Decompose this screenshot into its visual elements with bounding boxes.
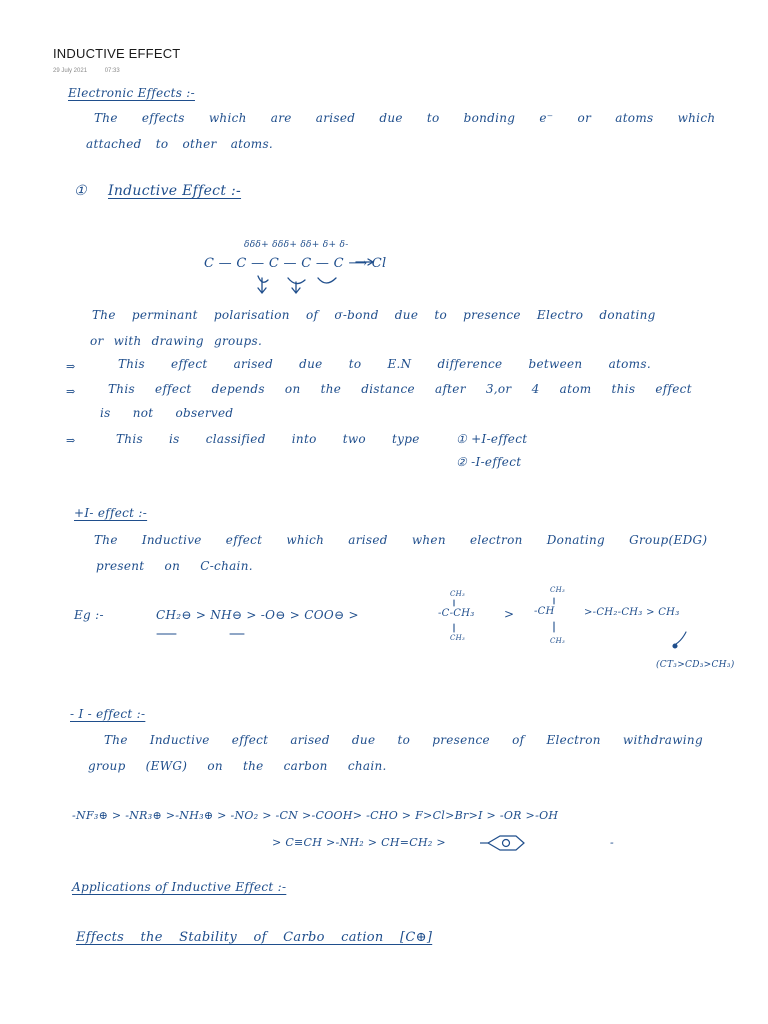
plus-i-line: The Inductive effect which arised when electron Donating Group(EDG) bbox=[94, 533, 708, 547]
application-line: Effects the Stability of Carbo cation [C⊕] bbox=[76, 930, 433, 945]
heading-minus-i-effect: - I - effect :- bbox=[70, 707, 146, 721]
note-line: attached to other atoms. bbox=[86, 137, 274, 151]
diagram-partial-charges: δδδ+ δδδ+ δδ+ δ+ δ- bbox=[244, 240, 349, 250]
effect-type-minus: ② -I-effect bbox=[456, 455, 522, 469]
definition-line: or with drawing groups. bbox=[90, 334, 263, 348]
isopropyl-bottom: CH₃ bbox=[550, 637, 566, 645]
ewg-series-line: > C≡CH >-NH₂ > CH=CH₂ > bbox=[272, 836, 446, 849]
page-time: 07:33 bbox=[104, 68, 120, 74]
tert-butyl-top: CH₃ bbox=[450, 590, 466, 598]
page-timestamp bbox=[53, 68, 136, 74]
stray-mark: - bbox=[610, 836, 615, 849]
isotope-order: (CT₃>CD₃>CH₃) bbox=[656, 660, 735, 670]
bullet-text: This effect arised due to E.N difference between atoms. bbox=[118, 357, 651, 371]
tert-butyl-middle: -C-CH₃ bbox=[438, 608, 475, 619]
example-label: Eg :- bbox=[74, 608, 104, 622]
note-line: The effects which are arised due to bonding e⁻ or atoms which bbox=[94, 111, 716, 125]
minus-i-line: group (EWG) on the carbon chain. bbox=[88, 759, 387, 773]
heading-inductive-effect: Inductive Effect :- bbox=[108, 183, 242, 199]
example-tail: >-CH₂-CH₃ > CH₃ bbox=[584, 607, 680, 618]
example-greater-than: > bbox=[504, 607, 515, 621]
example-series: CH₂⊖ > NH⊖ > -O⊖ > COO⊖ > bbox=[156, 608, 359, 622]
tert-butyl-bottom: CH₃ bbox=[450, 634, 466, 642]
isopropyl-middle: -CH bbox=[534, 606, 555, 617]
definition-line: The perminant polarisation of σ-bond due to presence Electro donating bbox=[92, 308, 656, 322]
plus-i-line: present on C-chain. bbox=[96, 559, 253, 573]
bullet-text: This is classified into two type bbox=[116, 432, 420, 446]
page-title: INDUCTIVE EFFECT bbox=[53, 46, 181, 61]
bullet-arrow: ⇒ bbox=[66, 434, 76, 447]
bullet-text: is not observed bbox=[100, 406, 234, 420]
heading-applications: Applications of Inductive Effect :- bbox=[72, 880, 287, 894]
bullet-arrow: ⇒ bbox=[66, 360, 76, 373]
page-date: 29 July 2021 bbox=[53, 68, 88, 74]
bullet-arrow: ⇒ bbox=[66, 385, 76, 398]
heading-electronic-effects: Electronic Effects :- bbox=[68, 86, 195, 100]
ewg-series-line: -NF₃⊕ > -NR₃⊕ >-NH₃⊕ > -NO₂ > -CN >-COOH> -CHO > F>Cl>Br>I > -OR >-OH bbox=[72, 809, 559, 822]
effect-type-plus: ① +I-effect bbox=[456, 432, 528, 446]
heading-plus-i-effect: +I- effect :- bbox=[74, 506, 148, 520]
section-number: ① bbox=[74, 183, 87, 199]
minus-i-line: The Inductive effect arised due to presence of Electron withdrawing bbox=[104, 733, 703, 747]
bullet-text: This effect depends on the distance after 3,or 4 atom this effect bbox=[108, 382, 692, 396]
diagram-carbon-chain: C — C — C — C — C ⟶ Cl bbox=[204, 256, 387, 271]
isopropyl-top: CH₃ bbox=[550, 586, 566, 594]
